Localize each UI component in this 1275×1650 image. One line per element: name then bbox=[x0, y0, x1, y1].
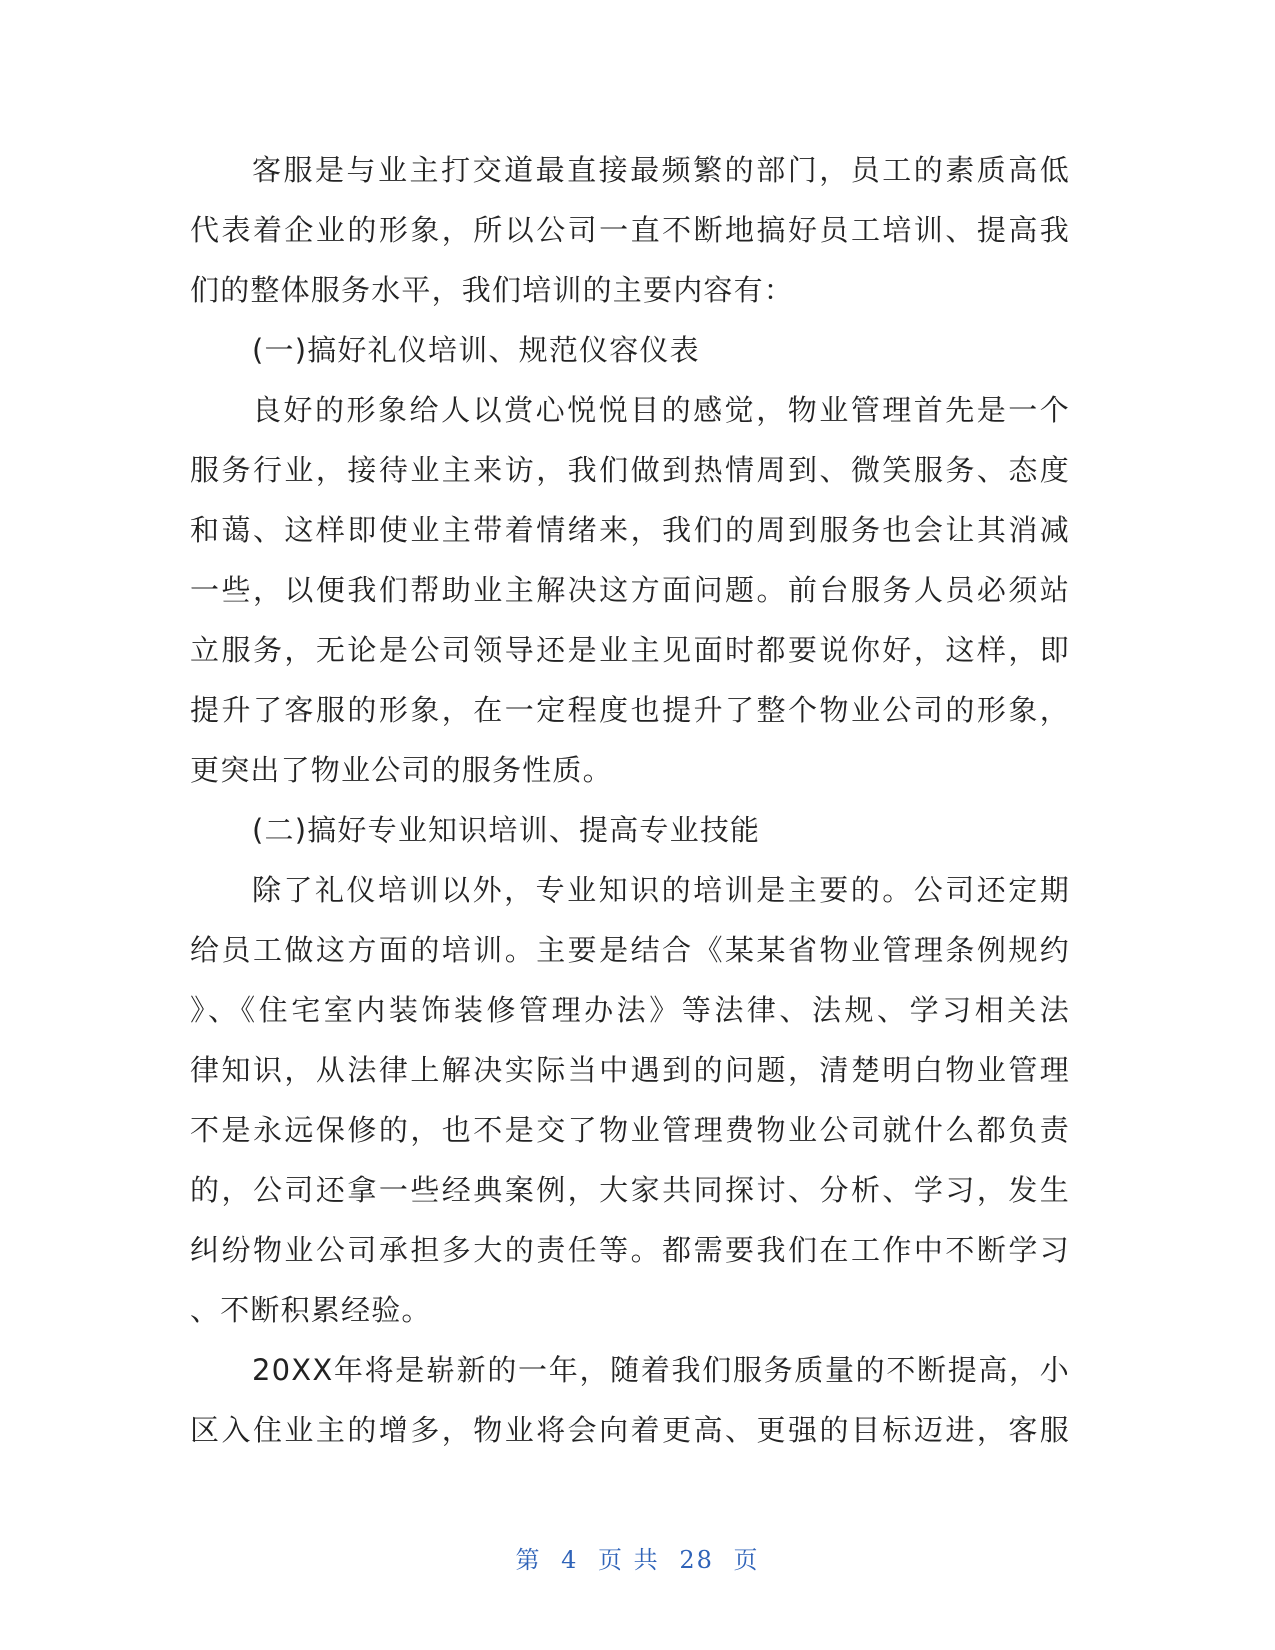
text-line: 一些，以便我们帮助业主解决这方面问题。前台服务人员必须站 bbox=[190, 573, 1070, 607]
text-line: 、不断积累经验。 bbox=[190, 1293, 432, 1327]
footer-middle: 页 共 bbox=[598, 1546, 660, 1574]
text-line: 》、《住宅室内装饰装修管理办法》等法律、法规、学习相关法 bbox=[190, 993, 1070, 1027]
section-heading: (二)搞好专业知识培训、提高专业技能 bbox=[252, 813, 761, 847]
footer-page-number: 4 bbox=[561, 1546, 579, 1574]
footer-prefix: 第 bbox=[515, 1546, 542, 1574]
text-line: 除了礼仪培训以外，专业知识的培训是主要的。公司还定期 bbox=[252, 873, 1070, 907]
text-line: 区入住业主的增多，物业将会向着更高、更强的目标迈进，客服 bbox=[190, 1413, 1070, 1447]
text-line: 20XX年将是崭新的一年，随着我们服务质量的不断提高，小 bbox=[252, 1353, 1070, 1387]
text-line: 不是永远保修的，也不是交了物业管理费物业公司就什么都负责 bbox=[190, 1113, 1070, 1147]
text-line: 更突出了物业公司的服务性质。 bbox=[190, 753, 613, 787]
text-line: 律知识，从法律上解决实际当中遇到的问题，清楚明白物业管理 bbox=[190, 1053, 1070, 1087]
text-line: 的，公司还拿一些经典案例，大家共同探讨、分析、学习，发生 bbox=[190, 1173, 1070, 1207]
text-line: 们的整体服务水平，我们培训的主要内容有： bbox=[190, 273, 795, 307]
text-line: 给员工做这方面的培训。主要是结合《某某省物业管理条例规约 bbox=[190, 933, 1070, 967]
footer-total-pages: 28 bbox=[679, 1546, 714, 1574]
page-footer bbox=[0, 1540, 1275, 1575]
text-line: 客服是与业主打交道最直接最频繁的部门，员工的素质高低 bbox=[252, 153, 1070, 187]
text-line: 良好的形象给人以赏心悦悦目的感觉，物业管理首先是一个 bbox=[252, 393, 1070, 427]
text-line: 代表着企业的形象，所以公司一直不断地搞好员工培训、提高我 bbox=[190, 213, 1070, 247]
text-line: 和蔼、这样即使业主带着情绪来，我们的周到服务也会让其消减 bbox=[190, 513, 1070, 547]
text-line: 服务行业，接待业主来访，我们做到热情周到、微笑服务、态度 bbox=[190, 453, 1070, 487]
text-line: 提升了客服的形象，在一定程度也提升了整个物业公司的形象， bbox=[190, 693, 1070, 727]
text-line: 纠纷物业公司承担多大的责任等。都需要我们在工作中不断学习 bbox=[190, 1233, 1070, 1267]
document-body bbox=[190, 140, 1070, 1460]
footer-suffix: 页 bbox=[733, 1546, 760, 1574]
section-heading: (一)搞好礼仪培训、规范仪容仪表 bbox=[252, 333, 700, 367]
text-line: 立服务，无论是公司领导还是业主见面时都要说你好，这样，即 bbox=[190, 633, 1070, 667]
